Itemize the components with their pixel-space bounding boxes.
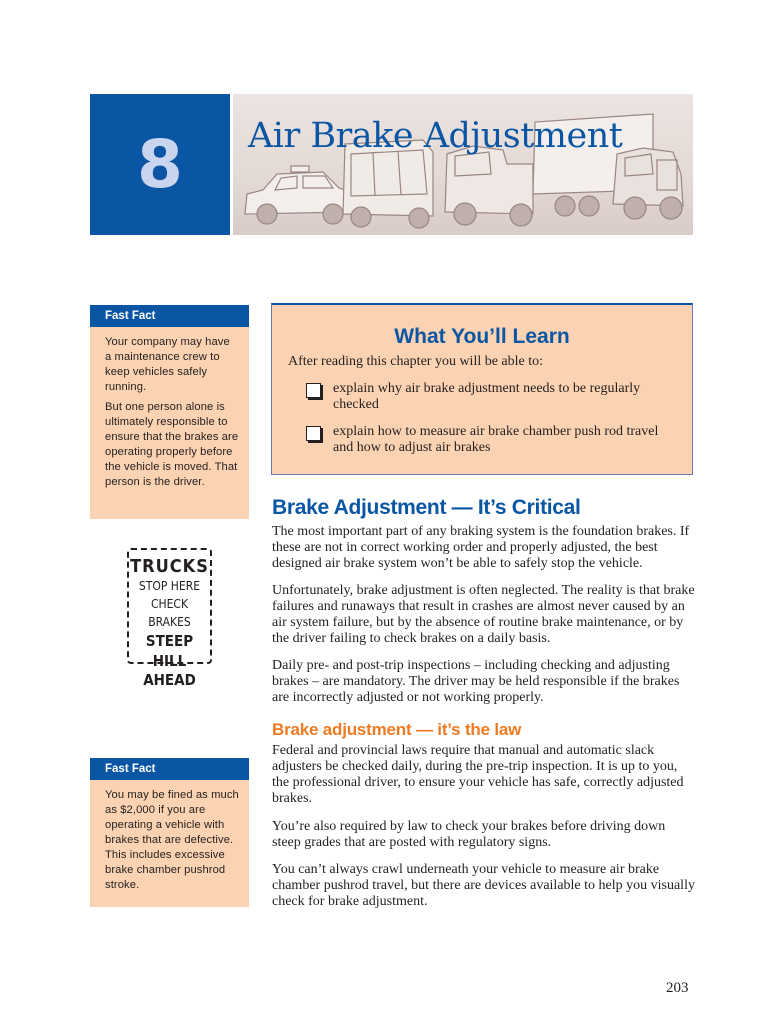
sign-line: STEEP HILL bbox=[145, 632, 194, 670]
sign-line: STOP HERE bbox=[138, 579, 201, 593]
fast-fact-label: Fast Fact bbox=[90, 305, 249, 327]
chapter-number-box bbox=[90, 94, 230, 235]
trucks-stop-sign bbox=[127, 548, 212, 689]
checkbox-icon bbox=[306, 383, 321, 398]
body-paragraph: Unfortunately, brake adjustment is often neglected. The reality is that brake failures and runaways that result in crashes are almost never caused by an air system failure, but by the absence of routine brake maintenance, or by the driver failing to check brakes on a daily basis. bbox=[272, 583, 695, 646]
objective-item bbox=[306, 424, 676, 456]
learn-title: What You’ll Learn bbox=[394, 325, 570, 348]
fast-fact-text: But one person alone is ultimately responsible to ensure that the brakes are operating properly before the vehicle is moved. That person is the driver. bbox=[105, 401, 239, 488]
chapter-title: Air Brake Adjustment bbox=[248, 116, 623, 156]
fast-fact-box bbox=[90, 758, 249, 907]
objective-item bbox=[306, 381, 676, 413]
body-paragraph: You’re also required by law to check your brakes before driving down steep grades that are posted with regulatory signs. bbox=[272, 819, 666, 850]
body-paragraph: Federal and provincial laws require that manual and automatic slack adjusters be checked daily, during the pre-trip inspection. It is up to you, the professional driver, to ensure your vehicle has safe, correctly adjusted brakes. bbox=[272, 743, 684, 806]
objective-text: explain why air brake adjustment needs to be regularly checked bbox=[333, 381, 641, 412]
sign-line: CHECK BRAKES bbox=[148, 597, 191, 629]
learning-objectives-box bbox=[271, 303, 693, 475]
objective-text: explain how to measure air brake chamber push rod travel and how to adjust air brakes bbox=[333, 424, 659, 455]
learn-intro: After reading this chapter you will be able to: bbox=[288, 354, 544, 369]
fast-fact-text: Your company may have a maintenance crew to keep vehicles safely running. bbox=[105, 336, 230, 393]
fast-fact-box bbox=[90, 305, 249, 519]
body-paragraph: The most important part of any braking system is the foundation brakes. If these are not in correct working order and properly adjusted, the best designed air brake system won’t be able to safely stop the vehicle. bbox=[272, 524, 690, 571]
sign-line: TRUCKS bbox=[130, 556, 209, 577]
body-paragraph: You can’t always crawl underneath your vehicle to measure air brake chamber pushrod travel, but there are devices available to help you visually check for brake adjustment. bbox=[272, 862, 695, 909]
chapter-number: 8 bbox=[137, 126, 183, 203]
sign-line: AHEAD bbox=[143, 671, 196, 689]
body-paragraph: Daily pre- and post-trip inspections – including checking and adjusting brakes – are mandatory. The driver may be held responsible if the brakes are incorrectly adjusted or not working properly. bbox=[272, 658, 680, 705]
section-heading: Brake Adjustment — It’s Critical bbox=[272, 496, 581, 519]
subsection-heading: Brake adjustment — it’s the law bbox=[272, 720, 522, 739]
page-number: 203 bbox=[666, 980, 689, 996]
fast-fact-label: Fast Fact bbox=[90, 758, 249, 780]
fast-fact-text: You may be fined as much as $2,000 if you are operating a vehicle with brakes that are defective. This includes excessive brake chamber pushrod stroke. bbox=[105, 789, 239, 891]
checkbox-icon bbox=[306, 426, 321, 441]
